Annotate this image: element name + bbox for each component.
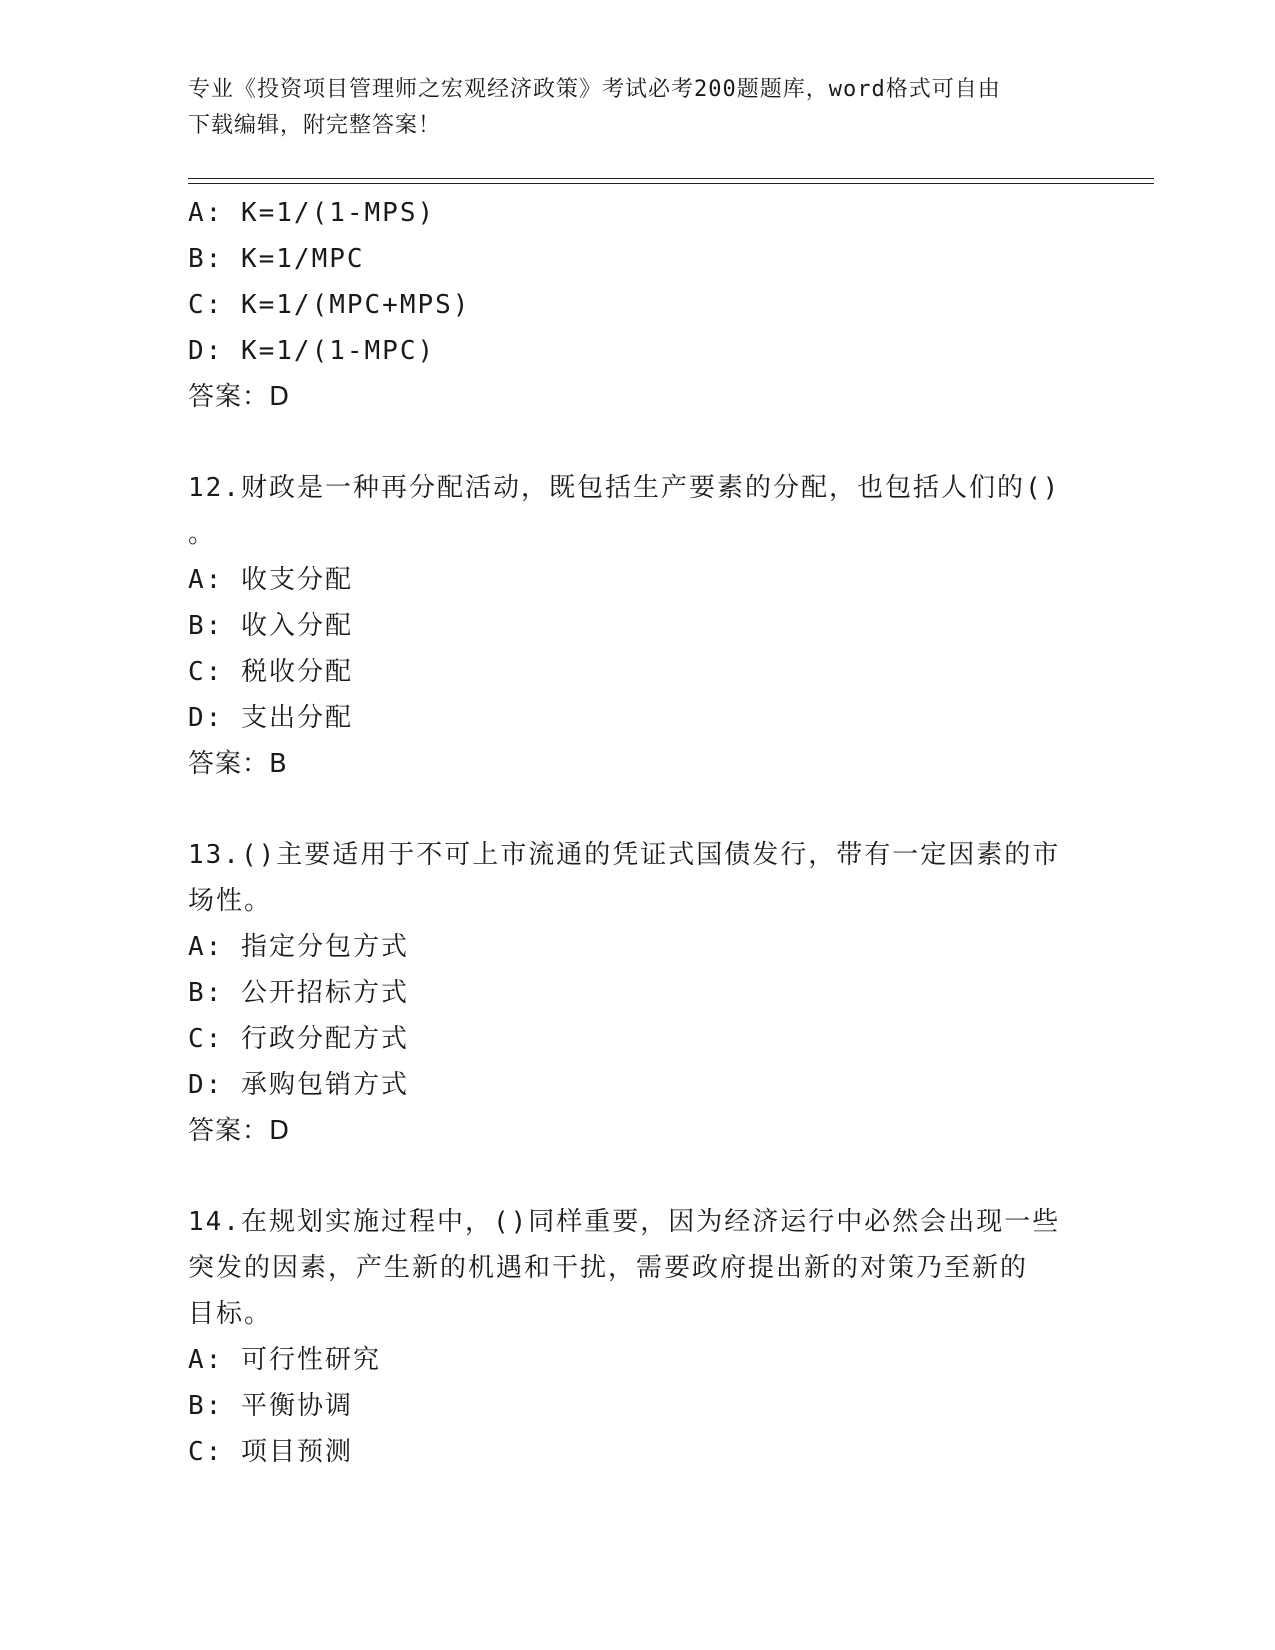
question-block-14 (188, 1199, 1088, 1475)
option-c: C: 项目预测 (188, 1437, 353, 1467)
option-a: A: 可行性研究 (188, 1345, 381, 1375)
option-c: C: 税收分配 (188, 657, 353, 687)
question-text (188, 832, 1088, 924)
answer-line: 答案：D (188, 382, 291, 412)
document-header (188, 72, 1088, 144)
option-b: B: K=1/MPC (188, 244, 365, 274)
option-b: B: 收入分配 (188, 611, 353, 641)
question-block-13 (188, 832, 1088, 1154)
question-line: 突发的因素，产生新的机遇和干扰，需要政府提出新的对策乃至新的 (188, 1253, 1029, 1283)
option-d: D: 承购包销方式 (188, 1070, 409, 1100)
question-text (188, 1199, 1088, 1337)
question-line: 场性。 (188, 886, 273, 916)
question-line: 目标。 (188, 1299, 273, 1329)
question-line: 。 (188, 519, 217, 549)
question-block-11 (188, 190, 1088, 420)
option-b: B: 公开招标方式 (188, 978, 409, 1008)
option-b: B: 平衡协调 (188, 1391, 353, 1421)
answer-line: 答案：B (188, 749, 288, 779)
option-a: A: 收支分配 (188, 565, 353, 595)
answer-line: 答案：D (188, 1116, 291, 1146)
question-block-12 (188, 465, 1088, 787)
option-c: C: 行政分配方式 (188, 1024, 409, 1054)
question-line: 12.财政是一种再分配活动，既包括生产要素的分配，也包括人们的() (188, 473, 1061, 503)
question-line: 14.在规划实施过程中，()同样重要，因为经济运行中必然会出现一些 (188, 1207, 1061, 1237)
option-d: D: K=1/(1-MPC) (188, 336, 436, 366)
question-text (188, 465, 1088, 557)
header-divider-bottom (188, 183, 1154, 184)
option-a: A: 指定分包方式 (188, 932, 409, 962)
header-divider-top (188, 178, 1154, 179)
header-line-2: 下载编辑，附完整答案！ (188, 113, 442, 138)
question-line: 13.()主要适用于不可上市流通的凭证式国债发行，带有一定因素的市 (188, 840, 1061, 870)
header-line-1: 专业《投资项目管理师之宏观经济政策》考试必考200题题库，word格式可自由 (188, 77, 1001, 102)
option-d: D: 支出分配 (188, 703, 353, 733)
option-c: C: K=1/(MPC+MPS) (188, 290, 471, 320)
option-a: A: K=1/(1-MPS) (188, 198, 436, 228)
question-list (188, 190, 1088, 1520)
